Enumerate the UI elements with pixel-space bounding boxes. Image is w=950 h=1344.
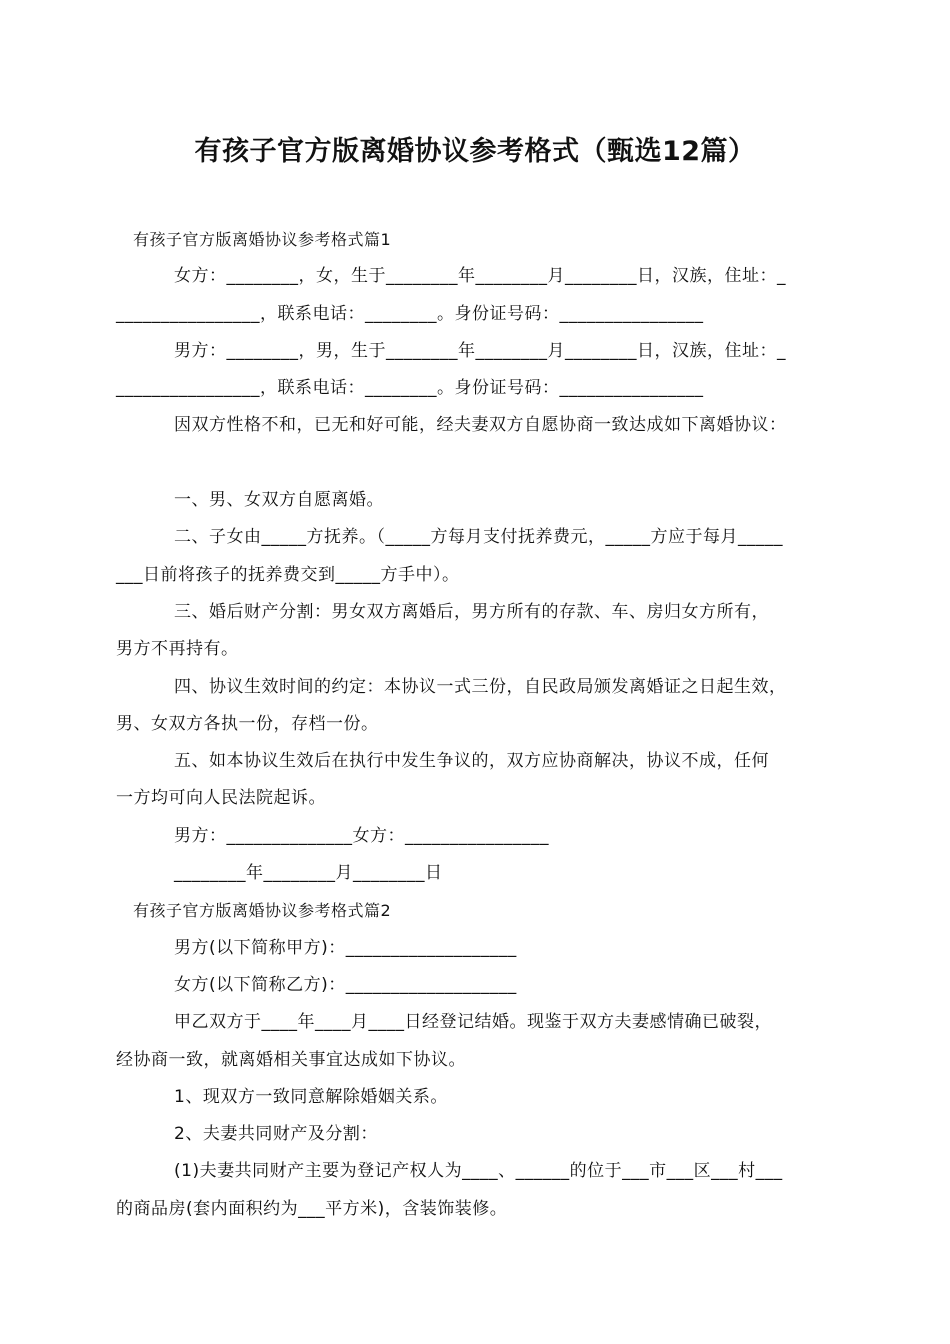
party-b-line: 女方(以下简称乙方)：___________________ [174, 974, 517, 995]
clause-2-line-2: ___日前将孩子的抚养费交到_____方手中）。 [116, 564, 460, 585]
female-contact-line: ________________，联系电话：________。身份证号码：________________ [116, 303, 704, 324]
clause-3-line-1: 三、婚后财产分割：男女双方离婚后，男方所有的存款、车、房归女方所有， [174, 601, 769, 622]
clause-5-line-2: 一方均可向人民法院起诉。 [116, 788, 326, 809]
section-heading-1: 有孩子官方版离婚协议参考格式篇1 [133, 230, 392, 249]
clause-1: 一、男、女双方自愿离婚。 [174, 490, 384, 511]
document-title: 有孩子官方版离婚协议参考格式（甄选12篇） [194, 136, 756, 167]
signature-line: 男方：______________女方：________________ [174, 825, 549, 846]
date-line: ________年________月________日 [174, 863, 443, 884]
clause-4-line-2: 男、女双方各执一份，存档一份。 [116, 713, 379, 734]
marriage-registration-line-1: 甲乙双方于____年____月____日经登记结婚。现鉴于双方夫妻感情确已破裂， [174, 1012, 772, 1033]
clause-5-line-1: 五、如本协议生效后在执行中发生争议的，双方应协商解决，协议不成，任何 [174, 751, 769, 772]
male-party-line: 男方：________，男，生于________年________月________日，汉族，住址：_ [174, 340, 786, 361]
clause-2-line-1: 二、子女由_____方抚养。（_____方每月支付抚养费元，_____方应于每月_____ [174, 527, 783, 548]
property-line-2: 的商品房(套内面积约为___平方米)，含装饰装修。 [116, 1198, 508, 1219]
paragraph-gap [116, 445, 840, 482]
party-a-line: 男方(以下简称甲方)：___________________ [174, 937, 517, 958]
male-contact-line: ________________，联系电话：________。身份证号码：________________ [116, 378, 704, 399]
marriage-registration-line-2: 经协商一致，就离婚相关事宜达成如下协议。 [116, 1049, 466, 1070]
document-body [116, 221, 840, 1228]
section-heading-2: 有孩子官方版离婚协议参考格式篇2 [133, 901, 392, 921]
clause-4-line-1: 四、协议生效时间的约定：本协议一式三份，自民政局颁发离婚证之日起生效， [174, 676, 787, 697]
article-2: 2、夫妻共同财产及分割： [174, 1124, 378, 1145]
article-1: 1、现双方一致同意解除婚姻关系。 [174, 1086, 448, 1107]
female-party-line: 女方：________，女，生于________年________月________日，汉族，住址：_ [174, 266, 786, 287]
clause-3-line-2: 男方不再持有。 [116, 639, 239, 660]
agreement-intro: 因双方性格不和，已无和好可能，经夫妻双方自愿协商一致达成如下离婚协议： [174, 415, 787, 436]
property-line-1: (1)夫妻共同财产主要为登记产权人为____、______的位于___市___区___村___ [174, 1161, 783, 1182]
